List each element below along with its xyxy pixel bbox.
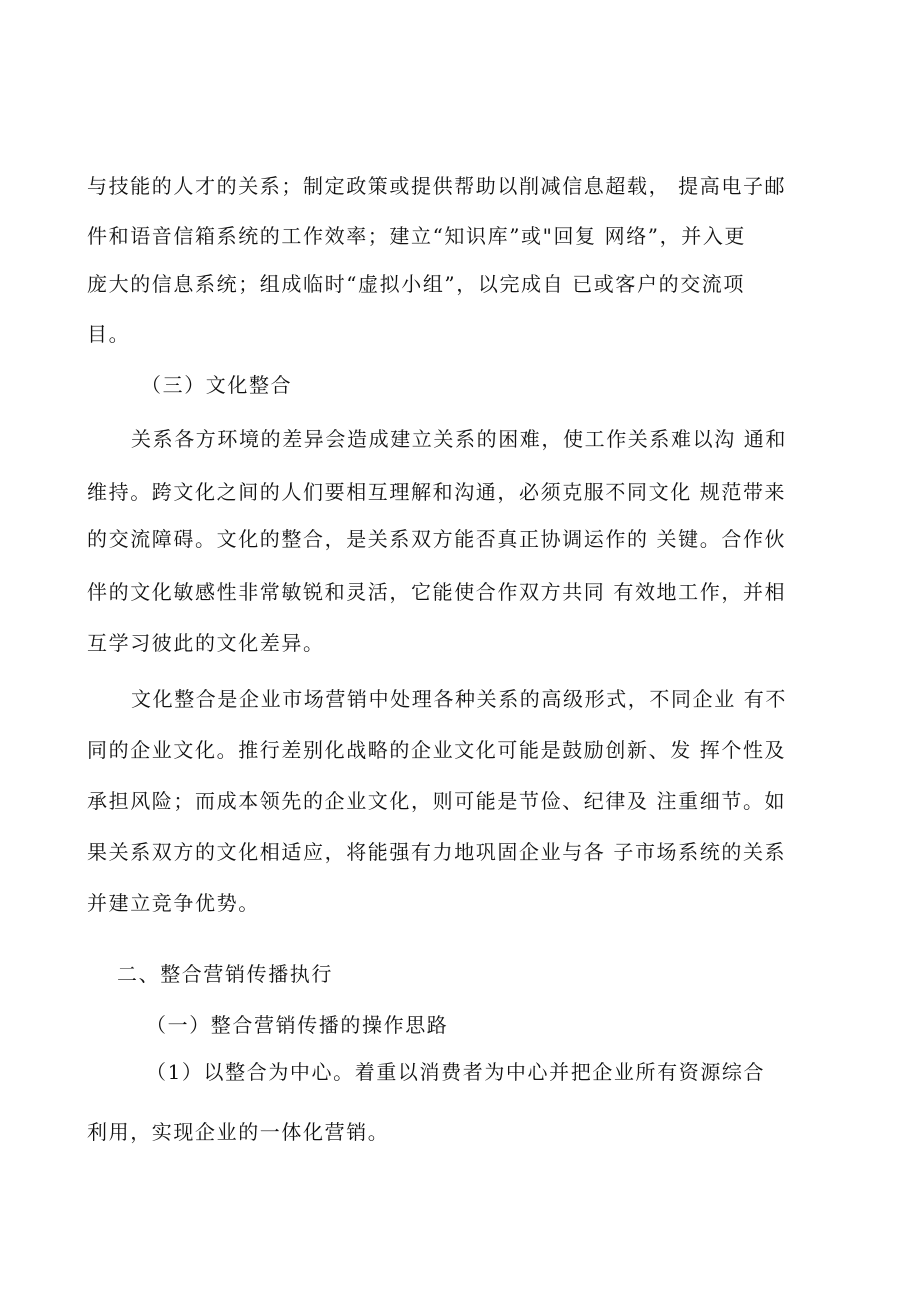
text-line: （1）以整合为中心。着重以消费者为中心并把企业所有资源综合 xyxy=(146,1060,766,1084)
text-line: 承担风险；而成本领先的企业文化，则可能是节俭、纪律及 注重细节。如 xyxy=(87,789,787,813)
text-line: 维持。跨文化之间的人们要相互理解和沟通，必须克服不同文化 规范带来 xyxy=(87,480,787,504)
text-line: 伴的文化敏感性非常敏锐和灵活，它能使合作双方共同 有效地工作，并相 xyxy=(87,580,787,604)
text-line: 目。 xyxy=(87,322,131,346)
text-line: 文化整合是企业市场营销中处理各种关系的高级形式，不同企业 有不 xyxy=(131,687,787,711)
section-heading: （三）文化整合 xyxy=(141,373,293,397)
text-line: 互学习彼此的文化差异。 xyxy=(87,631,325,655)
text-line: 果关系双方的文化相适应，将能强有力地巩固企业与各 子市场系统的关系 xyxy=(87,840,787,864)
text-line: 关系各方环境的差异会造成建立关系的困难，使工作关系难以沟 通和 xyxy=(131,427,787,451)
text-line: 并建立竞争优势。 xyxy=(87,891,260,915)
text-line: 的交流障碍。文化的整合，是关系双方能否真正协调运作的 关键。合作伙 xyxy=(87,527,787,551)
subsection-title: （一）整合营销传播的操作思路 xyxy=(146,1013,449,1037)
text-line: 与技能的人才的关系；制定政策或提供帮助以削减信息超载， 提高电子邮 xyxy=(87,174,787,198)
text-line: 件和语音信箱系统的工作效率；建立“知识库”或"回复 网络”，并入更 xyxy=(87,224,747,248)
text-line: 同的企业文化。推行差别化战略的企业文化可能是鼓励创新、发 挥个性及 xyxy=(87,738,787,762)
section-title: 二、整合营销传播执行 xyxy=(117,962,333,986)
text-line: 利用，实现企业的一体化营销。 xyxy=(87,1120,390,1144)
text-line: 庞大的信息系统；组成临时“虚拟小组”，以完成自 已或客户的交流项 xyxy=(87,272,746,296)
